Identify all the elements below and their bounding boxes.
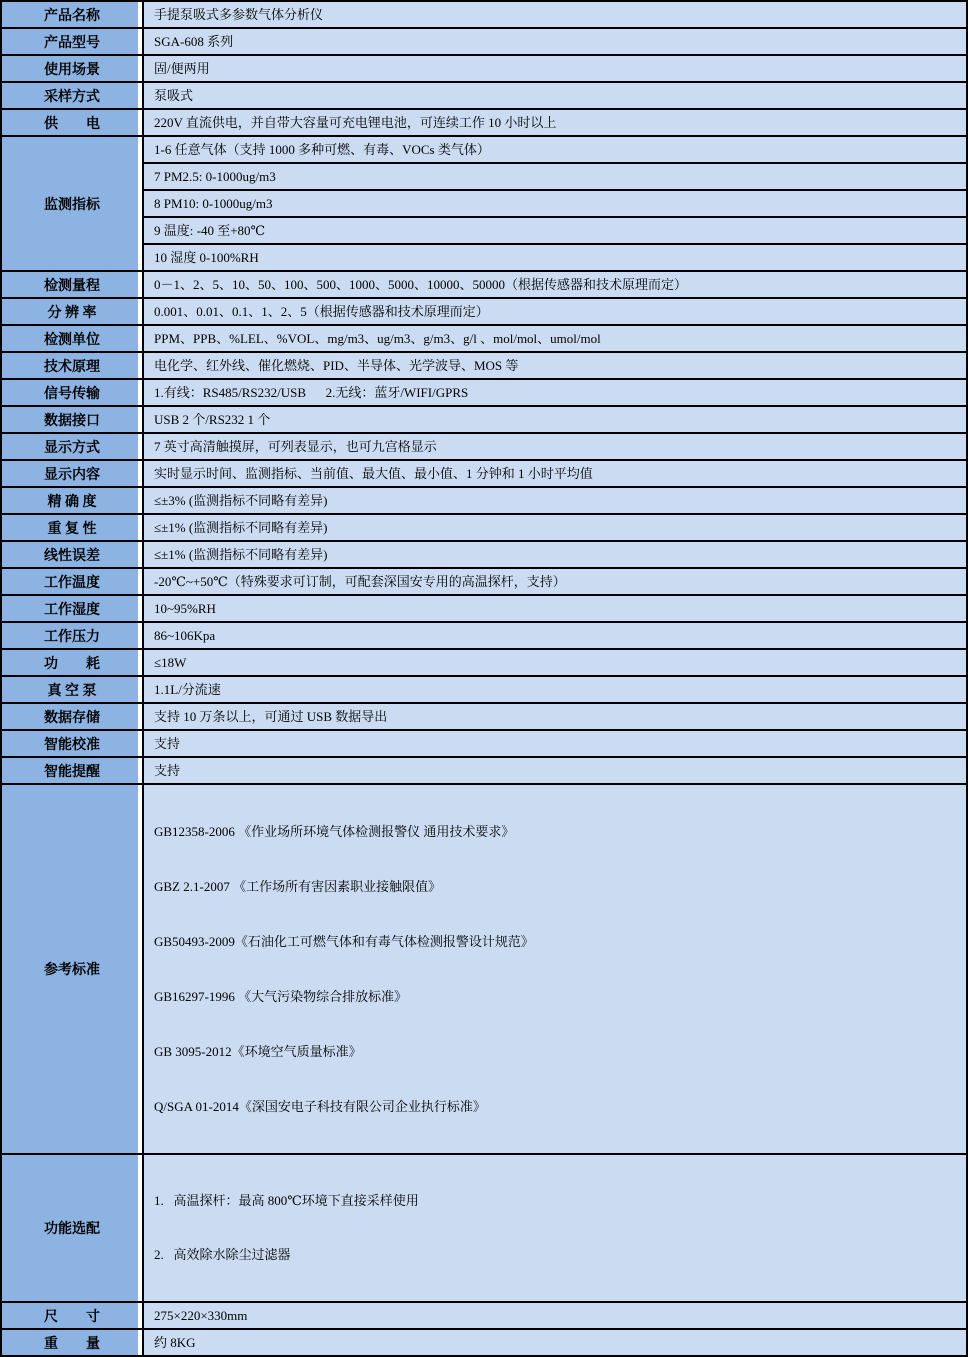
row-technical-principle	[1, 352, 967, 379]
label-optional-features: 功能选配	[1, 1154, 143, 1302]
row-display-mode	[1, 433, 967, 460]
row-data-interface	[1, 406, 967, 433]
row-signal-transmission	[1, 379, 967, 406]
value-display-mode: 7 英寸高清触摸屏，可列表显示，也可九宫格显示	[143, 433, 967, 460]
row-monitoring-indicators	[1, 217, 967, 244]
row-accuracy	[1, 487, 967, 514]
value-linearity-error: ≤±1% (监测指标不同略有差异)	[143, 541, 967, 568]
standard-line: GB 3095-2012《环境空气质量标准》	[154, 1044, 362, 1059]
row-usage-scenario	[1, 55, 967, 82]
label-data-interface: 数据接口	[1, 406, 143, 433]
row-vacuum-pump	[1, 676, 967, 703]
value-product-model: SGA-608 系列	[143, 28, 967, 55]
row-dimensions	[1, 1302, 967, 1329]
value-dimensions: 275×220×330mm	[143, 1302, 967, 1329]
row-monitoring-indicators	[1, 136, 967, 163]
label-smart-reminder: 智能提醒	[1, 757, 143, 784]
row-weight	[1, 1329, 967, 1356]
row-product-model	[1, 28, 967, 55]
value-sampling-method: 泵吸式	[143, 82, 967, 109]
label-display-content: 显示内容	[1, 460, 143, 487]
row-linearity-error	[1, 541, 967, 568]
row-working-humidity	[1, 595, 967, 622]
standard-line: GBZ 2.1-2007 《工作场所有害因素职业接触限值》	[154, 879, 442, 894]
value-data-storage: 支持 10 万条以上，可通过 USB 数据导出	[143, 703, 967, 730]
label-product-model: 产品型号	[1, 28, 143, 55]
value-signal-transmission: 1.有线：RS485/RS232/USB 2.无线：蓝牙/WIFI/GPRS	[143, 379, 967, 406]
value-working-pressure: 86~106Kpa	[143, 622, 967, 649]
row-repeatability	[1, 514, 967, 541]
option-line: 1. 高温探杆：最高 800℃环境下直接采样使用	[154, 1193, 419, 1208]
value-detection-range: 0－1、2、5、10、50、100、500、1000、5000、10000、50000（根据传感器和技术原理而定）	[143, 271, 967, 298]
row-monitoring-indicators	[1, 190, 967, 217]
value-data-interface: USB 2 个/RS232 1 个	[143, 406, 967, 433]
row-resolution	[1, 298, 967, 325]
value-display-content: 实时显示时间、监测指标、当前值、最大值、最小值、1 分钟和 1 小时平均值	[143, 460, 967, 487]
label-power-supply: 供 电	[1, 109, 143, 136]
label-data-storage: 数据存储	[1, 703, 143, 730]
value-monitoring-indicator-4: 9 温度: -40 至+80℃	[143, 217, 967, 244]
label-repeatability: 重 复 性	[1, 514, 143, 541]
value-optional-features	[143, 1154, 967, 1302]
row-detection-unit	[1, 325, 967, 352]
row-monitoring-indicators	[1, 163, 967, 190]
row-reference-standards	[1, 784, 967, 1154]
label-power-consumption: 功 耗	[1, 649, 143, 676]
value-repeatability: ≤±1% (监测指标不同略有差异)	[143, 514, 967, 541]
row-display-content	[1, 460, 967, 487]
row-smart-calibration	[1, 730, 967, 757]
row-data-storage	[1, 703, 967, 730]
row-smart-reminder	[1, 757, 967, 784]
label-detection-range: 检测量程	[1, 271, 143, 298]
value-power-consumption: ≤18W	[143, 649, 967, 676]
label-reference-standards: 参考标准	[1, 784, 143, 1154]
label-smart-calibration: 智能校准	[1, 730, 143, 757]
label-display-mode: 显示方式	[1, 433, 143, 460]
row-optional-features	[1, 1154, 967, 1302]
value-smart-calibration: 支持	[143, 730, 967, 757]
value-reference-standards	[143, 784, 967, 1154]
value-detection-unit: PPM、PPB、%LEL、%VOL、mg/m3、ug/m3、g/m3、g/l 、mol/mol、umol/mol	[143, 325, 967, 352]
row-product-name	[1, 1, 967, 28]
value-monitoring-indicator-2: 7 PM2.5: 0-1000ug/m3	[143, 163, 967, 190]
label-signal-transmission: 信号传输	[1, 379, 143, 406]
value-smart-reminder: 支持	[143, 757, 967, 784]
label-resolution: 分 辨 率	[1, 298, 143, 325]
label-dimensions: 尺 寸	[1, 1302, 143, 1329]
label-usage-scenario: 使用场景	[1, 55, 143, 82]
label-linearity-error: 线性误差	[1, 541, 143, 568]
value-technical-principle: 电化学、红外线、催化燃烧、PID、半导体、光学波导、MOS 等	[143, 352, 967, 379]
value-monitoring-indicator-5: 10 湿度 0-100%RH	[143, 244, 967, 271]
value-weight: 约 8KG	[143, 1329, 967, 1356]
value-accuracy: ≤±3% (监测指标不同略有差异)	[143, 487, 967, 514]
row-working-temperature	[1, 568, 967, 595]
label-product-name: 产品名称	[1, 1, 143, 28]
option-line: 2. 高效除水除尘过滤器	[154, 1247, 291, 1262]
value-monitoring-indicator-1: 1-6 任意气体（支持 1000 多种可燃、有毒、VOCs 类气体）	[143, 136, 967, 163]
standard-line: GB16297-1996 《大气污染物综合排放标准》	[154, 989, 408, 1004]
label-monitoring-indicators: 监测指标	[1, 136, 143, 271]
row-power-consumption	[1, 649, 967, 676]
row-power-supply	[1, 109, 967, 136]
row-monitoring-indicators	[1, 244, 967, 271]
label-sampling-method: 采样方式	[1, 82, 143, 109]
label-working-pressure: 工作压力	[1, 622, 143, 649]
value-vacuum-pump: 1.1L/分流速	[143, 676, 967, 703]
label-technical-principle: 技术原理	[1, 352, 143, 379]
value-product-name: 手提泵吸式多参数气体分析仪	[143, 1, 967, 28]
label-weight: 重 量	[1, 1329, 143, 1356]
label-working-temperature: 工作温度	[1, 568, 143, 595]
label-accuracy: 精 确 度	[1, 487, 143, 514]
standard-line: GB12358-2006 《作业场所环境气体检测报警仪 通用技术要求》	[154, 824, 515, 839]
value-usage-scenario: 固/便两用	[143, 55, 967, 82]
row-sampling-method	[1, 82, 967, 109]
label-vacuum-pump: 真 空 泵	[1, 676, 143, 703]
label-working-humidity: 工作湿度	[1, 595, 143, 622]
value-monitoring-indicator-3: 8 PM10: 0-1000ug/m3	[143, 190, 967, 217]
standard-line: GB50493-2009《石油化工可燃气体和有毒气体检测报警设计规范》	[154, 934, 534, 949]
standard-line: Q/SGA 01-2014《深国安电子科技有限公司企业执行标准》	[154, 1099, 486, 1114]
label-detection-unit: 检测单位	[1, 325, 143, 352]
value-resolution: 0.001、0.01、0.1、1、2、5（根据传感器和技术原理而定）	[143, 298, 967, 325]
row-working-pressure	[1, 622, 967, 649]
value-power-supply: 220V 直流供电，并自带大容量可充电锂电池，可连续工作 10 小时以上	[143, 109, 967, 136]
row-detection-range	[1, 271, 967, 298]
value-working-humidity: 10~95%RH	[143, 595, 967, 622]
value-working-temperature: -20℃~+50℃（特殊要求可订制，可配套深国安专用的高温探杆，支持）	[143, 568, 967, 595]
